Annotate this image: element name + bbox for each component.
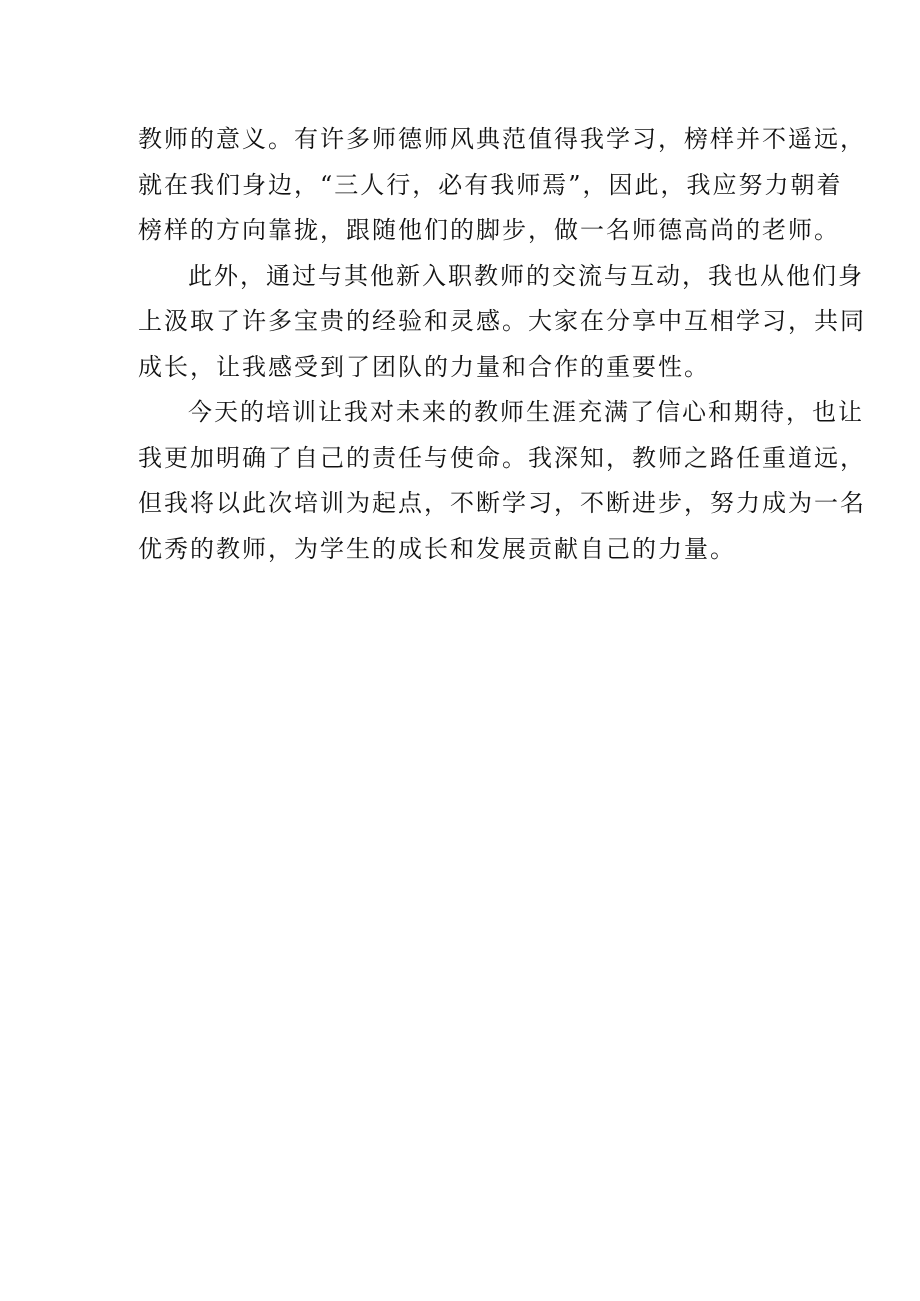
text-line: 上汲取了许多宝贵的经验和灵感。大家在分享中互相学习，共同 bbox=[138, 307, 866, 335]
paragraph-start-line: 今天的培训让我对未来的教师生涯充满了信心和期待，也让 bbox=[188, 398, 864, 426]
paragraph-start-line: 此外，通过与其他新入职教师的交流与互动，我也从他们身 bbox=[188, 261, 864, 290]
document-body bbox=[138, 117, 866, 572]
text-line: 我更加明确了自己的责任与使命。我深知，教师之路任重道远， bbox=[138, 443, 866, 472]
text-line: 但我将以此次培训为起点，不断学习，不断进步，努力成为一名 bbox=[138, 489, 866, 517]
text-line: 榜样的方向靠拢，跟随他们的脚步，做一名师德高尚的老师。 bbox=[138, 216, 840, 244]
text-line: 就在我们身边，“三人行，必有我师焉”，因此，我应努力朝着 bbox=[138, 170, 843, 199]
text-line: 成长，让我感受到了团队的力量和合作的重要性。 bbox=[138, 352, 710, 381]
text-line: 优秀的教师，为学生的成长和发展贡献自己的力量。 bbox=[138, 534, 736, 563]
text-line: 教师的意义。有许多师德师风典范值得我学习，榜样并不遥远， bbox=[138, 125, 866, 153]
